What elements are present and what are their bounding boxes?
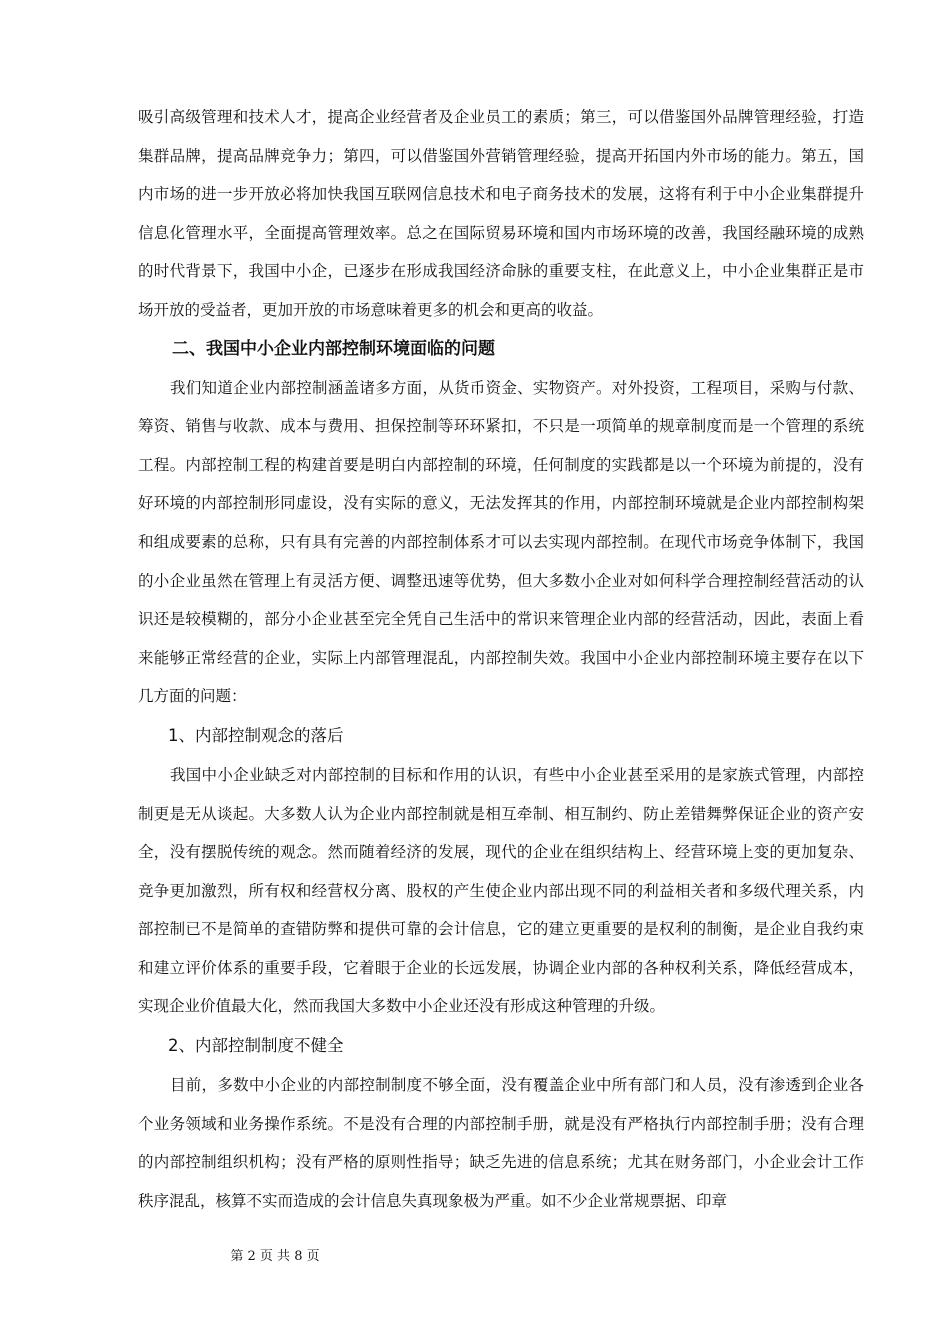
subheading-1: 1、内部控制观念的落后 — [168, 725, 344, 745]
paragraph-concept: 我国中小企业缺乏对内部控制的目标和作用的认识，有些中小企业甚至采用的是家族式管理，内部控制更是无从谈起。大多数人认为企业内部控制就是相互牵制、相互制约、防止差错舞弊保证企业的资产安全，没有摆脱传统的观念。然而随着经济的发展，现代的企业在组织结构上、经营环境上变的更加复杂、竞争更加激烈，所有权和经营权分离、股权的产生使企业内部出现不同的利益相关者和多级代理关系，内部控制已不是简单的查错防弊和提供可靠的会计信息，它的建立更重要的是权利的制衡，是企业自我约束和建立评价体系的重要手段，它着眼于企业的长远发展，协调企业内部的各种权利关系，降低经营成本，实现企业价值最大化，然而我国大多数中小企业还没有形成这种管理的升级。 — [138, 765, 864, 1016]
paragraph-intro: 吸引高级管理和技术人才，提高企业经营者及企业员工的素质；第三，可以借鉴国外品牌管理经验，打造集群品牌，提高品牌竞争力；第四，可以借鉴国外营销管理经验，提高开拓国内外市场的能力。第五，国内市场的进一步开放必将加快我国互联网信息技术和电子商务技术的发展，这将有利于中小企业集群提升信息化管理水平，全面提高管理效率。总之在国际贸易环境和国内市场环境的改善，我国经融环境的成熟的时代背景下，我国中小企，已逐步在形成我国经济命脉的重要支柱，在此意义上，中小企业集群正是市场开放的受益者，更加开放的市场意味着更多的机会和更高的收益。 — [138, 108, 864, 319]
page-footer — [0, 1247, 950, 1267]
section-heading-2: 二、我国中小企业内部控制环境面临的问题 — [172, 338, 495, 359]
paragraph-system: 目前，多数中小企业的内部控制制度不够全面，没有覆盖企业中所有部门和人员，没有渗透到企业各个业务领域和业务操作系统。不是没有合理的内部控制手册，就是没有严格执行内部控制手册；没有合理的内部控制组织机构；没有严格的原则性指导；缺乏先进的信息系统；尤其在财务部门，小企业会计工作秩序混乱，核算不实而造成的会计信息失真现象极为严重。如不少企业常规票据、印章 — [138, 1076, 864, 1210]
page-number-label: 第 2 页 共 8 页 — [230, 1249, 320, 1264]
document-body — [138, 98, 864, 1220]
paragraph-internal-control: 我们知道企业内部控制涵盖诸多方面，从货币资金、实物资产。对外投资，工程项目，采购与付款、筹资、销售与收款、成本与费用、担保控制等环环紧扣，不只是一项简单的规章制度而是一个管理的系统工程。内部控制工程的构建首要是明白内部控制的环境，任何制度的实践都是以一个环境为前提的，没有好环境的内部控制形同虚设，没有实际的意义，无法发挥其的作用，内部控制环境就是企业内部控制构架和组成要素的总称，只有具有完善的内部控制体系才可以去实现内部控制。在现代市场竞争体制下，我国的小企业虽然在管理上有灵活方便、调整迅速等优势，但大多数小企业对如何科学合理控制经营活动的认识还是较模糊的，部分小企业甚至完全凭自己生活中的常识来管理企业内部的经营活动，因此，表面上看来能够正常经营的企业，实际上内部管理混乱，内部控制失效。我国中小企业内部控制环境主要存在以下几方面的问题： — [138, 378, 864, 706]
subheading-2: 2、内部控制制度不健全 — [168, 1036, 344, 1056]
